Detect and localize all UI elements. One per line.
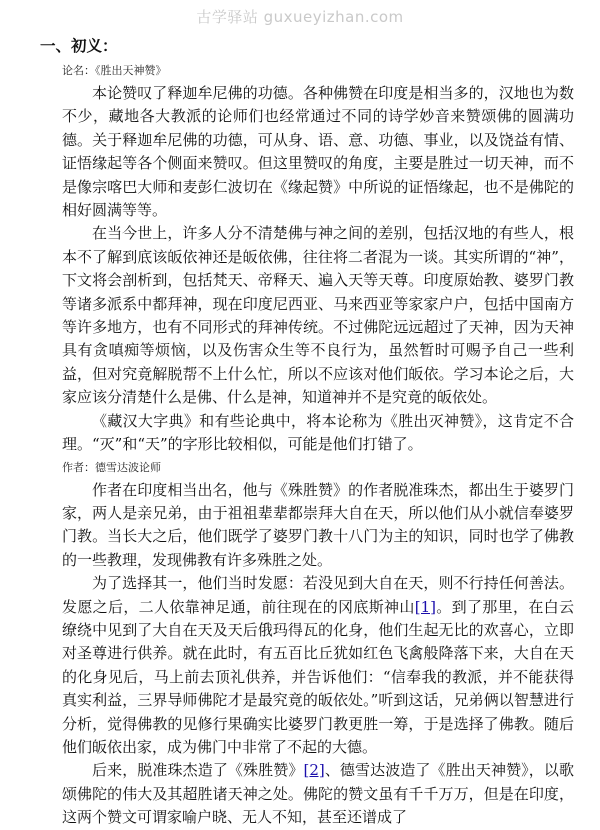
- author-label: 作者：德雪达波论师: [62, 460, 161, 474]
- footnote-link-2[interactable]: [2]: [303, 761, 325, 780]
- paragraph-6: [62, 759, 574, 829]
- treatise-name-label: 论名：《胜出天神赞》: [62, 64, 167, 77]
- site-watermark: 古学驿站 guxueyizhan.com: [196, 8, 404, 26]
- paragraph-5: [62, 572, 574, 759]
- paragraph-2: 在当今世上，许多人分不清楚佛与神之间的差别，包括汉地的有些人，根本不了解到底该皈依神还是皈依佛，往往将二者混为一谈。其实所谓的“神”，下文将会剖析到，包括梵天、帝释天、遍入天等天尊。印度原始教、婆罗门教等诸多派系中都拜神，现在印度尼西亚、马来西亚等家家户户，包括中国南方等许多地方，也有不同形式的拜神传统。不过佛陀远远超过了天神，因为天神具有贪嗔痴等烦恼，以及伤害众生等不良行为，虽然暂时可赐予自己一些利益，但对究竟解脱帮不上什么忙，所以不应该对他们皈依。学习本论之后，大家应该分清楚什么是佛、什么是神，知道神并不是究竟的皈依处。: [62, 224, 574, 407]
- paragraph-4: 作者在印度相当出名，他与《殊胜赞》的作者脱准珠杰，都出生于婆罗门家，两人是亲兄弟，由于祖祖辈辈都崇拜大自在天，所以他们从小就信奉婆罗门教。当长大之后，他们既学了婆罗门教十八门为主的知识，同时也学了佛教的一些教理，发现佛教有许多殊胜之处。: [62, 480, 574, 569]
- footnote-link-1[interactable]: [1]: [414, 597, 436, 616]
- paragraph-6-text-a: 后来，脱准珠杰造了《殊胜赞》: [92, 761, 304, 780]
- paragraph-5-text-a: 为了选择其一，他们当时发愿：若没见到大自在天，则不行持任何善法。发愿之后，二人依靠神足通，前往现在的冈底斯神山: [62, 574, 574, 616]
- paragraph-6-text-b: 、德雪达波造了《胜出天神赞》，以歌颂佛陀的伟大及其超胜诸天神之处。佛陀的赞文虽有千千万万，但是在印度，这两个赞文可谓家喻户晓、无人不知，甚至还谱成了: [62, 761, 574, 827]
- paragraph-1: 本论赞叹了释迦牟尼佛的功德。各种佛赞在印度是相当多的，汉地也为数不少，藏地各大教派的论师们也经常通过不同的诗学妙音来赞颂佛的圆满功德。关于释迦牟尼佛的功德，可从身、语、意、功德、事业，以及饶益有情、证悟缘起等各个侧面来赞叹。但这里赞叹的角度，主要是胜过一切天神，而不是像宗喀巴大师和麦彭仁波切在《缘起赞》中所说的证悟缘起，也不是佛陀的相好圆满等等。: [62, 84, 574, 220]
- section-heading: 一、初义：: [40, 36, 118, 55]
- paragraph-5-text-b: 。到了那里，在白云缭绕中见到了大自在天及天后俄玛得瓦的化身，他们生起无比的欢喜心，立即对圣尊进行供养。就在此时，有五百比丘犹如红色飞禽般降落下来，大自在天的化身见后，马上前去顶礼供养，并告诉他们：“信奉我的教派，并不能获得真实利益，三界导师佛陀才是最究竟的皈依处。”听到这话，兄弟俩以智慧进行分析，觉得佛教的见修行果确实比婆罗门教更胜一筹，于是选择了佛教。随后他们皈依出家，成为佛门中非常了不起的大德。: [62, 597, 574, 756]
- document-page: [40, 34, 574, 830]
- paragraph-3: 《藏汉大字典》和有些论典中，将本论称为《胜出灭神赞》，这肯定不合理。“灭”和“天”的字形比较相似，可能是他们打错了。: [62, 411, 574, 454]
